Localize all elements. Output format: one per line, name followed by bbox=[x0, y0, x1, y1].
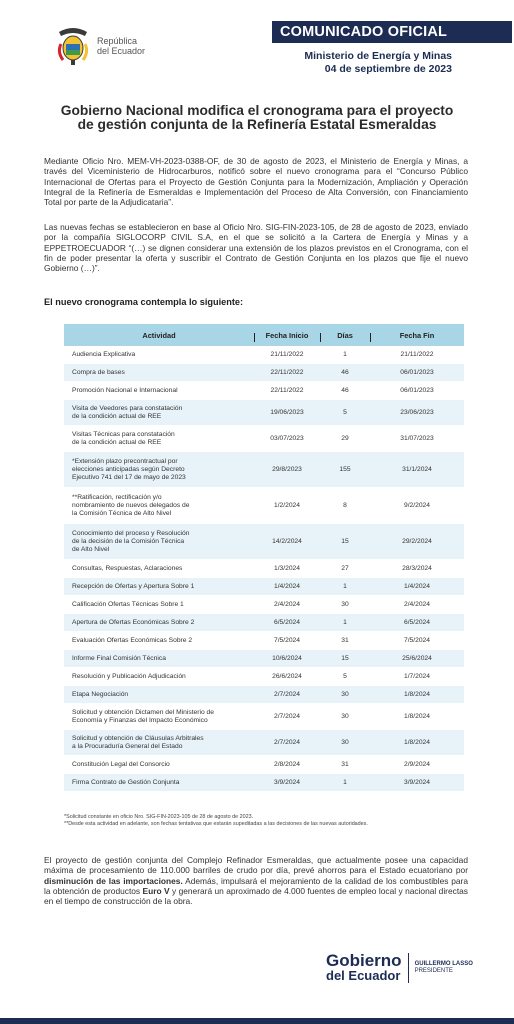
cell-end-date: 1/8/2024 bbox=[403, 738, 431, 746]
table-row bbox=[64, 704, 464, 730]
government-logo-line2: del Ecuador bbox=[326, 968, 401, 983]
cell-end-date: 28/3/2024 bbox=[402, 564, 432, 572]
cell-activity: Resolución y Publicación Adjudicación bbox=[72, 672, 186, 680]
cell-days: 15 bbox=[341, 654, 349, 662]
cell-days: 155 bbox=[339, 465, 351, 473]
paragraph-3-part-c: Además, impulsará el mejoramiento de la calidad de los combustibles para la obtención de productos bbox=[44, 875, 468, 896]
schedule-table bbox=[64, 324, 464, 792]
cell-days: 1 bbox=[343, 618, 347, 626]
table-row bbox=[64, 400, 464, 426]
cell-end-date: 06/01/2023 bbox=[400, 368, 434, 376]
page-title bbox=[20, 104, 494, 132]
cell-activity: Compra de bases bbox=[72, 368, 125, 376]
government-logo-line1: Gobierno bbox=[326, 951, 402, 970]
cell-activity: Constitución Legal del Consorcio bbox=[72, 760, 170, 768]
government-logo bbox=[326, 952, 473, 983]
cell-activity: Visitas Técnicas para constatación de la condición actual de REE bbox=[72, 430, 175, 446]
table-row bbox=[64, 668, 464, 686]
table-row bbox=[64, 650, 464, 668]
cell-days: 46 bbox=[341, 386, 349, 394]
cell-activity: Etapa Negociación bbox=[72, 690, 129, 698]
cell-days: 5 bbox=[343, 672, 347, 680]
cell-start-date: 19/06/2023 bbox=[270, 408, 304, 416]
republic-name-line1: República bbox=[97, 36, 138, 46]
cell-start-date: 2/7/2024 bbox=[273, 712, 301, 720]
bottom-bar bbox=[0, 1018, 514, 1024]
table-row bbox=[64, 686, 464, 704]
cell-end-date: 25/6/2024 bbox=[402, 654, 432, 662]
cell-activity: Apertura de Ofertas Económicas Sobre 2 bbox=[72, 618, 195, 626]
cell-end-date: 2/9/2024 bbox=[403, 760, 431, 768]
cell-start-date: 2/8/2024 bbox=[273, 760, 301, 768]
cell-end-date: 06/01/2023 bbox=[400, 386, 434, 394]
cell-activity: Firma Contrato de Gestión Conjunta bbox=[72, 778, 180, 786]
paragraph-3-emphasis-euro: Euro V bbox=[142, 885, 170, 896]
cell-days: 31 bbox=[341, 760, 349, 768]
cell-end-date: 31/07/2023 bbox=[400, 434, 434, 442]
table-row bbox=[64, 382, 464, 400]
table-row bbox=[64, 596, 464, 614]
cell-end-date: 1/8/2024 bbox=[403, 690, 431, 698]
table-row bbox=[64, 364, 464, 382]
cell-start-date: 2/4/2024 bbox=[273, 600, 301, 608]
cell-days: 30 bbox=[341, 712, 349, 720]
table-row bbox=[64, 560, 464, 578]
cell-activity: Evaluación Ofertas Económicas Sobre 2 bbox=[72, 636, 193, 644]
cell-activity: Conocimiento del proceso y Resolución de la decisión de la Comisión Técnica de Alto Nivel bbox=[72, 529, 190, 553]
table-row bbox=[64, 632, 464, 650]
cell-activity: Calificación Ofertas Técnicas Sobre 1 bbox=[72, 600, 184, 608]
cell-activity: **Ratificación, rectificación y/o nombramiento de nuevos delegados de la Comisión Técnica de Alto Nivel bbox=[72, 493, 190, 517]
cell-days: 46 bbox=[341, 368, 349, 376]
table-row bbox=[64, 488, 464, 524]
cell-start-date: 1/3/2024 bbox=[273, 564, 301, 572]
paragraph-3-part-e: y generará un aproximado de 4.000 fuentes de empleo local y nacional directas en el tiempo de construcción de la obra. bbox=[44, 885, 468, 907]
issuer-block bbox=[304, 50, 452, 76]
cell-start-date: 26/6/2024 bbox=[272, 672, 302, 680]
republic-name-line2: del Ecuador bbox=[97, 46, 146, 56]
header-end-date: Fecha Fin bbox=[370, 331, 464, 340]
president-title: PRESIDENTE bbox=[414, 967, 453, 974]
cell-end-date: 29/2/2024 bbox=[402, 537, 432, 545]
cell-activity: Informe Final Comisión Técnica bbox=[72, 654, 166, 662]
cell-start-date: 22/11/2022 bbox=[270, 386, 304, 394]
cell-activity: Visita de Veedores para constatación de la condición actual de REE bbox=[72, 404, 183, 420]
paragraph-2: Las nuevas fechas se establecieron en base al Oficio Nro. SIG-FIN-2023-105, de 28 de agosto de 2023, enviado por la compañía SIGLOCORP CIVIL S.A, en el que se solicitó a la Cartera de Energía y Minas y a EPPETROECUADOR “(…) se dignen considerar una extensión de los plazos previstos en el Cronograma, con el fin de poder presentar la oferta y suscribir el Contrato de Gestión Conjunta en los plazos que fije el nuevo Gobierno (…)”. bbox=[44, 222, 468, 274]
cell-activity: Audiencia Explicativa bbox=[72, 350, 136, 358]
cell-end-date: 9/2/2024 bbox=[403, 501, 431, 509]
republic-logo bbox=[55, 24, 175, 68]
official-statement-banner: COMUNICADO OFICIAL bbox=[272, 21, 512, 43]
header-activity: Actividad bbox=[142, 330, 176, 340]
president-name: GUILLERMO LASSO bbox=[414, 960, 473, 967]
cell-start-date: 2/7/2024 bbox=[273, 738, 301, 746]
table-row bbox=[64, 578, 464, 596]
cell-days: 1 bbox=[343, 778, 347, 786]
cell-days: 5 bbox=[343, 408, 347, 416]
cell-start-date: 21/11/2022 bbox=[270, 350, 304, 358]
cell-start-date: 3/9/2024 bbox=[273, 778, 301, 786]
table-row bbox=[64, 614, 464, 632]
ministry-name: Ministerio de Energía y Minas bbox=[304, 50, 452, 62]
paragraph-3-part-a: El proyecto de gestión conjunta del Complejo Refinador Esmeraldas, que actualmente posee una capacidad máxima de procesamiento de 110.000 barriles de crudo por día, prevé ahorros para el Estado ecuatoriano por bbox=[44, 855, 468, 876]
cell-end-date: 7/5/2024 bbox=[403, 636, 431, 644]
cell-days: 15 bbox=[341, 537, 349, 545]
table-body bbox=[64, 346, 464, 792]
title-line1: Gobierno Nacional modifica el cronograma para el proyecto bbox=[60, 103, 454, 118]
cell-end-date: 21/11/2022 bbox=[400, 350, 434, 358]
cell-activity: Solicitud y obtención de Cláusulas Arbitrales a la Procuraduría General del Estado bbox=[72, 734, 204, 750]
table-header bbox=[64, 324, 464, 346]
table-row bbox=[64, 452, 464, 488]
cell-end-date: 3/9/2024 bbox=[403, 778, 431, 786]
table-row bbox=[64, 426, 464, 452]
paragraph-1: Mediante Oficio Nro. MEM-VH-2023-0388-OF, de 30 de agosto de 2023, el Ministerio de Energía y Minas, a través del Viceministerio de Hidrocarburos, notificó sobre el nuevo cronograma para el “Concurso Público Internacional de Ofertas para el Proyecto de Gestión Conjunta para la Modernización, Ampliación y Operación Integral de la Refinería de Esmeraldas e Implementación del Proceso de Alta Conversión, con Financiamiento Total por parte de la Adjudicataria”. bbox=[44, 156, 468, 208]
footnote-1: *Solicitud constante en oficio Nro. SIG-FIN-2023-105 de 28 de agosto de 2023. bbox=[64, 814, 254, 820]
cell-start-date: 03/07/2023 bbox=[270, 434, 304, 442]
cell-days: 31 bbox=[341, 636, 349, 644]
cell-end-date: 1/8/2024 bbox=[403, 712, 431, 720]
cell-activity: Recepción de Ofertas y Apertura Sobre 1 bbox=[72, 582, 195, 590]
cell-start-date: 7/5/2024 bbox=[273, 636, 301, 644]
header-start-date: Fecha Inicio bbox=[254, 331, 320, 340]
cell-start-date: 22/11/2022 bbox=[270, 368, 304, 376]
paragraph-3 bbox=[44, 855, 468, 906]
cell-end-date: 31/1/2024 bbox=[402, 465, 432, 473]
cell-end-date: 1/7/2024 bbox=[403, 672, 431, 680]
cell-activity: Promoción Nacional e Internacional bbox=[72, 386, 178, 394]
table-row bbox=[64, 346, 464, 364]
footnote-2: **Desde esta actividad en adelante, son fechas tentativas que estarán supeditadas a las decisiones de las nuevas autoridades. bbox=[64, 821, 368, 827]
cell-start-date: 29/8/2023 bbox=[272, 465, 302, 473]
cell-days: 30 bbox=[341, 738, 349, 746]
cell-days: 1 bbox=[343, 582, 347, 590]
cell-activity: Solicitud y obtención Dictamen del Ministerio de Economía y Finanzas del Impacto Económico bbox=[72, 708, 214, 724]
cell-start-date: 14/2/2024 bbox=[272, 537, 302, 545]
cell-days: 30 bbox=[341, 600, 349, 608]
cell-end-date: 1/4/2024 bbox=[403, 582, 431, 590]
cell-start-date: 10/6/2024 bbox=[272, 654, 302, 662]
header-days: Días bbox=[320, 331, 370, 340]
table-row bbox=[64, 730, 464, 756]
schedule-subheading: El nuevo cronograma contempla lo siguiente: bbox=[44, 297, 244, 307]
statement-date: 04 de septiembre de 2023 bbox=[324, 63, 452, 75]
table-footnotes bbox=[64, 814, 368, 828]
coat-of-arms-icon bbox=[55, 26, 91, 66]
logo-divider bbox=[408, 953, 409, 983]
cell-start-date: 1/2/2024 bbox=[273, 501, 301, 509]
cell-end-date: 2/4/2024 bbox=[403, 600, 431, 608]
paragraph-3-emphasis-imports: disminución de las importaciones. bbox=[44, 875, 183, 886]
cell-end-date: 6/5/2024 bbox=[403, 618, 431, 626]
cell-days: 27 bbox=[341, 564, 349, 572]
cell-activity: *Extensión plazo precontractual por elecciones anticipadas según Decreto Ejecutivo 741 del 17 de mayo de 2023 bbox=[72, 457, 186, 481]
cell-activity: Consultas, Respuestas, Aclaraciones bbox=[72, 564, 183, 572]
table-row bbox=[64, 756, 464, 774]
cell-days: 1 bbox=[343, 350, 347, 358]
cell-days: 30 bbox=[341, 690, 349, 698]
cell-start-date: 2/7/2024 bbox=[273, 690, 301, 698]
cell-start-date: 1/4/2024 bbox=[273, 582, 301, 590]
table-row bbox=[64, 774, 464, 792]
cell-days: 8 bbox=[343, 501, 347, 509]
title-line2: de gestión conjunta de la Refinería Estatal Esmeraldas bbox=[77, 117, 437, 132]
table-row bbox=[64, 524, 464, 560]
cell-end-date: 23/06/2023 bbox=[400, 408, 434, 416]
cell-days: 29 bbox=[341, 434, 349, 442]
cell-start-date: 6/5/2024 bbox=[273, 618, 301, 626]
